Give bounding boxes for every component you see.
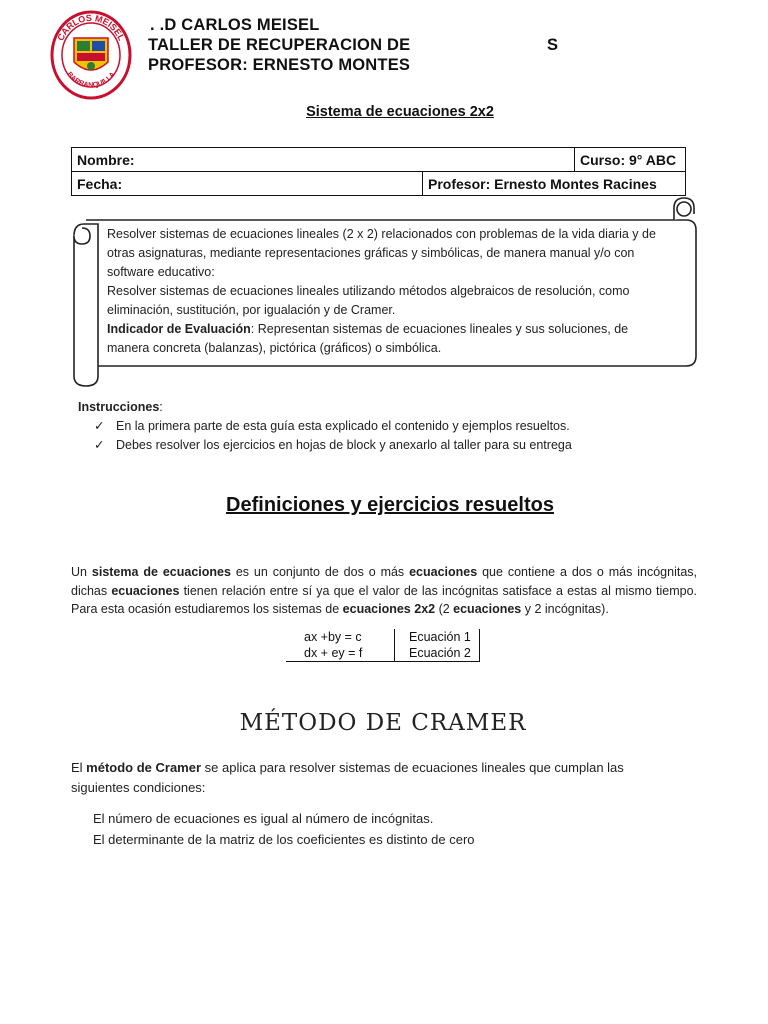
equation-label: Ecuación 1 <box>395 629 480 645</box>
condition-item: El número de ecuaciones es igual al número de incógnitas. <box>93 811 434 826</box>
header-school-line: . .D CARLOS MEISEL <box>150 16 320 34</box>
instruction-item: ✓ En la primera parte de esta guía esta explicado el contenido y ejemplos resueltos. <box>94 417 718 436</box>
instruction-item: ✓ Debes resolver los ejercicios en hojas de block y anexarlo al taller para su entrega <box>94 436 718 455</box>
curso-field: Curso: 9° ABC <box>575 148 686 172</box>
equations-table <box>286 629 480 662</box>
header-workshop-line: TALLER DE RECUPERACION DE <box>148 36 411 54</box>
logo-top-text: CARLOS MEISEL <box>55 12 127 43</box>
cramer-conditions <box>93 808 693 850</box>
equation-expr: dx + ey = f <box>286 645 395 662</box>
header-workshop-suffix: S <box>547 36 559 54</box>
instructions-block <box>78 398 718 455</box>
equation-label: Ecuación 2 <box>395 645 480 662</box>
equation-row <box>286 645 480 662</box>
section-definitions-title: Definiciones y ejercicios resueltos <box>226 494 554 516</box>
nombre-field: Nombre: <box>72 148 575 172</box>
equation-row <box>286 629 480 645</box>
profesor-field: Profesor: Ernesto Montes Racines <box>423 172 686 196</box>
school-logo <box>50 10 132 100</box>
logo-bottom-text: BARRANQUILLA <box>65 71 117 90</box>
student-info-table <box>71 147 686 196</box>
cramer-intro: El método de Cramer se aplica para resolver sistemas de ecuaciones lineales que cumplan las siguientes condiciones: <box>71 760 624 795</box>
objective-1: Resolver sistemas de ecuaciones lineales (2 x 2) relacionados con problemas de la vida diaria y de otras asignaturas, mediante representaciones gráficas y simbólicas, de manera manual y/o con software educativo: <box>107 227 656 279</box>
check-icon: ✓ <box>94 419 105 433</box>
evaluation-indicator: Indicador de Evaluación: Representan sistemas de ecuaciones lineales y sus soluciones, de manera concreta (balanzas), pictórica (gráficos) o simbólica. <box>107 322 629 355</box>
instructions-title: Instrucciones: <box>78 400 163 414</box>
condition-item: El determinante de la matriz de los coeficientes es distinto de cero <box>93 832 475 847</box>
objective-2: Resolver sistemas de ecuaciones lineales utilizando métodos algebraicos de resolución, como eliminación, sustitución, por igualación y de Cramer. <box>107 284 630 317</box>
header-teacher-line: PROFESOR: ERNESTO MONTES <box>148 56 411 74</box>
equation-expr: ax +by = c <box>286 629 395 645</box>
fecha-field: Fecha: <box>72 172 423 196</box>
objectives-text <box>107 225 667 358</box>
section-cramer-title: MÉTODO DE CRAMER <box>239 710 527 736</box>
check-icon: ✓ <box>94 438 105 452</box>
definition-paragraph: Un sistema de ecuaciones es un conjunto de dos o más ecuaciones que contiene a dos o más incógnitas, dichas ecuaciones tienen relación entre sí ya que el valor de las incógnitas satisface a estas al mismo tiempo. Para esta ocasión estudiaremos los sistemas de ecuaciones 2x2 (2 ecuaciones y 2 incógnitas). <box>71 565 698 616</box>
page-title: Sistema de ecuaciones 2x2 <box>306 104 494 120</box>
